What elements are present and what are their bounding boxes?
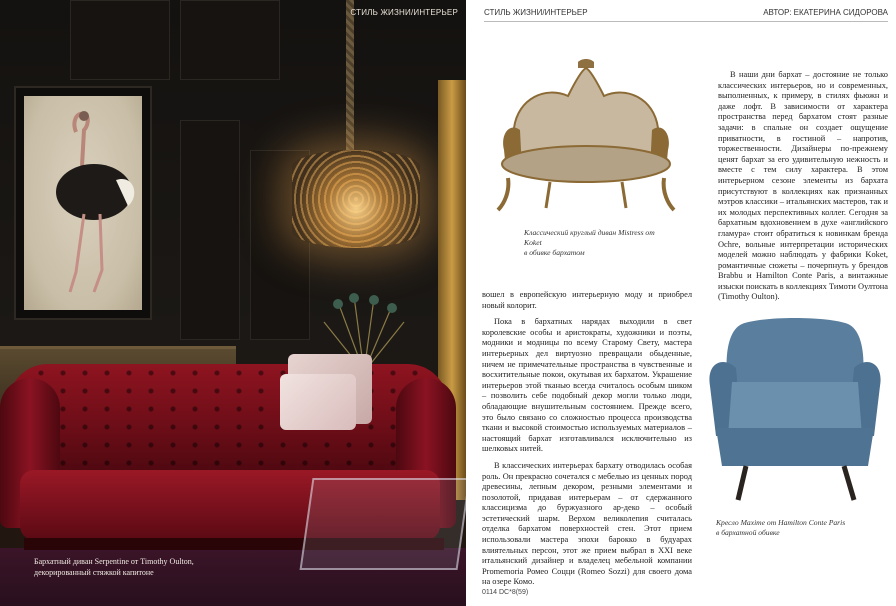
pillow <box>280 374 356 430</box>
section-header: СТИЛЬ ЖИЗНИ/ИНТЕРЬЕР <box>350 8 458 17</box>
article-column-left <box>482 290 692 588</box>
caption-line: декорированный стяжкой капитоне <box>34 568 154 577</box>
mistress-settee-image <box>486 58 686 218</box>
author-byline: АВТОР: ЕКАТЕРИНА СИДОРОВА <box>763 8 888 17</box>
page-folio: 0114 DC*8(59) <box>482 589 529 596</box>
wall-panel <box>180 120 240 340</box>
caption-line: в бархатной обивке <box>716 528 780 537</box>
caption-line: Кресло Maxime от Hamilton Conte Paris <box>716 518 846 527</box>
acrylic-coffee-table <box>300 478 466 570</box>
wall-panel <box>180 0 280 80</box>
caption-line: Бархатный диван Serpentine от Timothy Oulton, <box>34 557 194 566</box>
ostrich-art-print <box>14 86 152 320</box>
velvet-sofa-back <box>8 364 448 476</box>
crystal-chandelier <box>292 150 420 248</box>
caption-line: Классический круглый диван Mistress от Koket <box>524 228 655 247</box>
caption-line: в обивке бархатом <box>524 248 585 257</box>
article-paragraph: В классических интерьерах бархату отводилась особая роль. Он прекрасно сочетался с мебелью из ценных пород древесины, лепным декором, резными элементами и позолотой, придавая интерьерам – от сдержанного классицизма до буржуазного ар-деко – особый эстетический шарм. Верхом великолепия считалась отделка бархатом поверхностей стен. Этот прием использовали мастера эпохи барокко в будуарах влиятельных персон, этот же прием выбрал в XXI веке итальянский дизайнер и владелец мебельной компании Promemoria Ромео Соцци (Romeo Sozzi) для своего дома на озере Комо. <box>482 460 692 587</box>
article-paragraph: Пока в бархатных нарядах выходили в свет королевские особы и аристократы, художники и поэты, модники и модницы по всему Старому Свету, мастера интерьерных дел виртуозно превращали обыденные, ничем не примечательные пространства в чувственные и восхитительные покои, окутывая их бархатом. Украшение интерьеров этой тканью всегда считалось особым шиком – позволить себе подобный декор могли только люди, обладающие внушительным состоянием. Прежде всего, это было связано со сложностью процесса производства ткани и высокой стоимостью используемых материалов – настоящий бархат изготавливался исключительно из шелковых нитей. <box>482 317 692 454</box>
article-column-right <box>718 70 888 303</box>
article-paragraph: В наши дни бархат – достояние не только классических интерьеров, но и современных, выполненных, к примеру, в стилях фьюжн и даже лофт. В зависимости от характера пространства перед бархатом стоят разные задачи: в спальне он создает ощущение приватности, в гостиной – напротив, торжественности. Дизайнеры по-прежнему ценят бархат за его удивительную нежность и вместе с тем силу характера. В этом интерьерном сезоне элементы из бархата присутствуют в коллекциях как признанных мэтров классики – итальянских мастеров, так и их молодых перспективных коллег. Сегодня за бархатным вдохновением в духе «английского гламура» стоит обратиться к новинкам бренда Ochre, вольные интерпретации исторических моделей можно наблюдать у фабрики Koket, романтичные сюжеты – почерпнуть у брендов Brabbu и Hamilton Conte Paris, а винтажные изыски поискать в коллекциях Тимоти Оултона (Timothy Oulton). <box>718 70 888 302</box>
sofa-caption <box>34 556 294 578</box>
section-header: СТИЛЬ ЖИЗНИ/ИНТЕРЬЕР <box>484 8 588 17</box>
chair-caption <box>716 518 876 538</box>
chandelier-rope <box>346 0 354 150</box>
header-rule <box>484 21 888 22</box>
right-page-article <box>466 0 896 606</box>
wall-panel <box>70 0 170 80</box>
article-paragraph: вошел в европейскую интерьерную моду и приобрел новый колорит. <box>482 290 692 310</box>
ostrich-illustration <box>24 96 146 314</box>
maxime-armchair-image <box>702 316 888 512</box>
settee-caption <box>524 228 674 258</box>
